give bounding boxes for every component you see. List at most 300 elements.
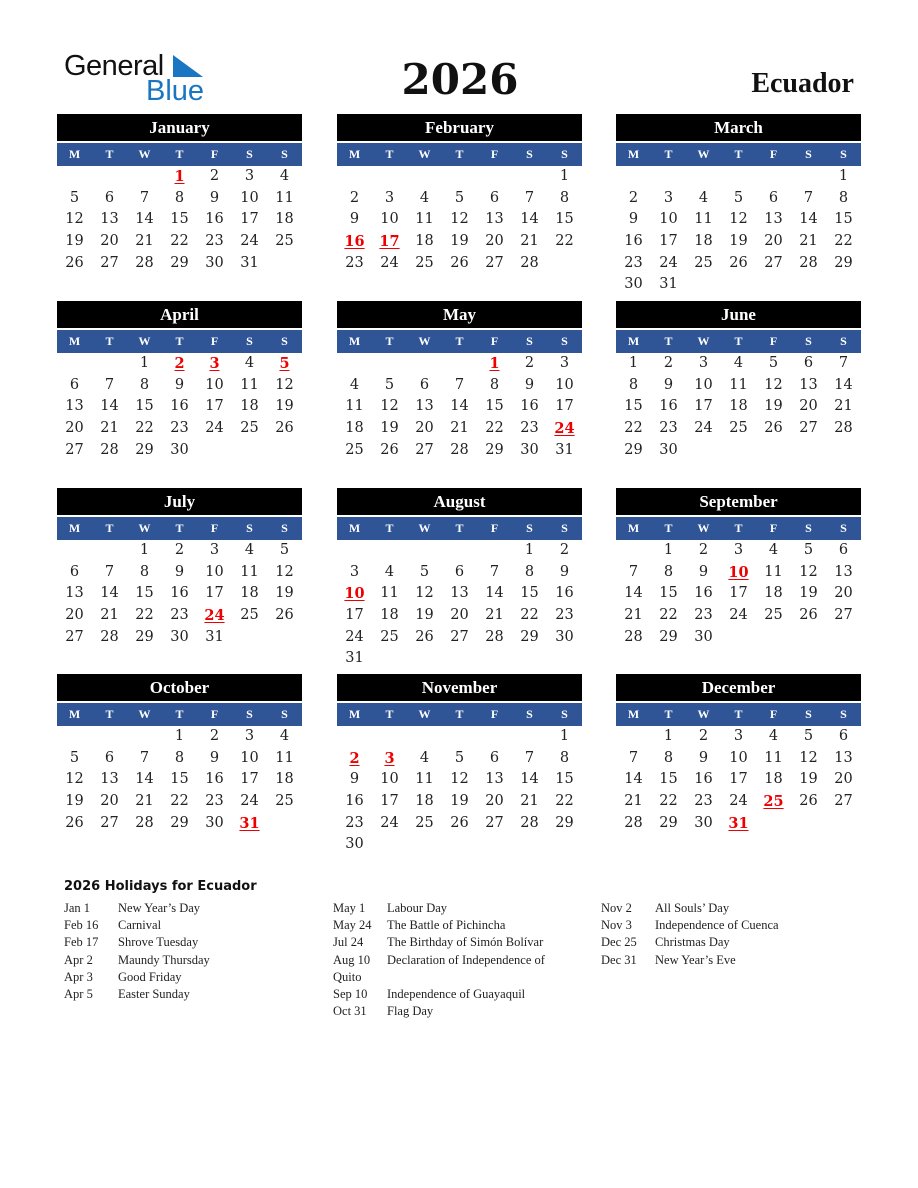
day-cell: 12 (450, 211, 469, 228)
empty-cell (57, 353, 92, 375)
day-cell: 2 (698, 542, 709, 558)
day-cell: 7 (489, 563, 500, 580)
holiday-row (333, 934, 545, 951)
month-april (57, 301, 302, 461)
day-cell: 5 (803, 728, 814, 744)
day-cell: 21 (520, 233, 539, 250)
day-cell: 1 (174, 728, 185, 744)
day-grid (616, 726, 861, 834)
day-cell: 2 (559, 542, 570, 558)
day-cell: 5 (454, 189, 465, 206)
logo-general-text: General (64, 50, 164, 82)
day-cell: 21 (135, 793, 154, 810)
day-cell: 22 (170, 793, 189, 810)
day-cell: 30 (205, 254, 224, 271)
day-cell: 8 (559, 189, 570, 206)
weekday-label: M (627, 334, 640, 348)
day-cell: 20 (485, 233, 504, 250)
day-cell: 14 (834, 376, 853, 393)
day-cell: 27 (65, 441, 84, 458)
weekday-label: F (769, 521, 778, 535)
day-cell: 22 (135, 420, 154, 437)
weekday-label: T (175, 521, 184, 535)
day-cell: 15 (170, 211, 189, 228)
day-cell: 26 (415, 628, 434, 645)
day-cell: 24 (380, 254, 399, 271)
day-cell: 16 (624, 233, 643, 250)
day-cell: 30 (555, 628, 574, 645)
weekday-label: T (105, 707, 114, 721)
day-cell: 19 (275, 585, 294, 602)
day-cell: 16 (659, 398, 678, 415)
day-cell: 23 (205, 233, 224, 250)
day-cell: 11 (275, 749, 294, 766)
day-cell: 21 (135, 233, 154, 250)
day-cell: 27 (764, 254, 783, 271)
day-cell: 18 (275, 211, 294, 228)
day-cell: 29 (170, 814, 189, 831)
weekday-label: S (281, 521, 288, 535)
day-cell: 15 (659, 585, 678, 602)
empty-cell (337, 540, 372, 562)
month-header: October (57, 674, 302, 701)
day-cell: 1 (838, 168, 849, 184)
month-march (616, 114, 861, 296)
day-cell: 3 (663, 189, 674, 206)
empty-cell (477, 726, 512, 748)
day-cell: 8 (663, 749, 674, 766)
day-cell: 14 (520, 771, 539, 788)
day-cell: 18 (345, 420, 364, 437)
day-cell: 2 (209, 728, 220, 744)
day-cell: 10 (380, 211, 399, 228)
empty-cell (57, 540, 92, 562)
day-cell: 27 (100, 814, 119, 831)
day-cell: 22 (555, 233, 574, 250)
day-cell: 25 (380, 628, 399, 645)
holiday-row (601, 900, 779, 917)
day-cell: 25 (415, 814, 434, 831)
weekday-label: T (664, 521, 673, 535)
day-cell: 13 (799, 376, 818, 393)
day-cell: 23 (555, 607, 574, 624)
month-header: January (57, 114, 302, 141)
weekday-label: T (734, 707, 743, 721)
month-february (337, 114, 582, 274)
holidays-title: 2026 Holidays for Ecuador (64, 879, 257, 894)
weekday-label: S (840, 334, 847, 348)
day-cell: 11 (380, 585, 399, 602)
day-cell: 9 (349, 771, 360, 788)
weekday-label: F (210, 521, 219, 535)
weekday-label: S (246, 707, 253, 721)
day-grid (57, 353, 302, 461)
day-cell: 21 (624, 607, 643, 624)
weekday-label: W (418, 334, 431, 348)
day-cell: 27 (100, 254, 119, 271)
weekday-label: S (561, 147, 568, 161)
weekday-label: F (210, 334, 219, 348)
day-cell: 16 (520, 398, 539, 415)
day-cell: 26 (275, 420, 294, 437)
day-cell: 28 (520, 814, 539, 831)
day-cell: 1 (663, 728, 674, 744)
day-cell: 3 (209, 542, 220, 558)
day-cell: 10 (240, 749, 259, 766)
weekday-label: S (805, 521, 812, 535)
weekday-header (337, 517, 582, 540)
empty-cell (791, 166, 826, 188)
day-cell: 28 (135, 254, 154, 271)
day-cell: 4 (244, 355, 255, 371)
holiday-name: The Battle of Pichincha (387, 918, 506, 933)
empty-cell (337, 726, 372, 748)
weekday-label: W (418, 147, 431, 161)
holiday-day: 31 (728, 814, 749, 832)
holiday-name: Good Friday (118, 969, 182, 984)
day-cell: 30 (694, 628, 713, 645)
weekday-header (57, 330, 302, 353)
month-september (616, 488, 861, 648)
weekday-label: S (281, 707, 288, 721)
day-cell: 17 (694, 398, 713, 415)
day-cell: 10 (555, 376, 574, 393)
weekday-label: M (627, 521, 640, 535)
weekday-label: W (697, 147, 710, 161)
day-cell: 25 (240, 420, 259, 437)
day-cell: 11 (764, 749, 783, 766)
day-cell: 13 (415, 398, 434, 415)
day-cell: 28 (624, 814, 643, 831)
holiday-column (601, 900, 779, 969)
holiday-day: 24 (204, 607, 225, 625)
weekday-label: T (385, 707, 394, 721)
weekday-label: M (348, 334, 361, 348)
weekday-label: T (664, 334, 673, 348)
day-cell: 7 (139, 749, 150, 766)
day-cell: 28 (100, 441, 119, 458)
day-cell: 4 (244, 542, 255, 558)
day-cell: 13 (764, 211, 783, 228)
day-cell: 21 (100, 607, 119, 624)
month-header: July (57, 488, 302, 515)
day-cell: 19 (799, 771, 818, 788)
day-cell: 17 (205, 585, 224, 602)
day-cell: 20 (100, 233, 119, 250)
weekday-label: S (246, 147, 253, 161)
weekday-label: M (627, 147, 640, 161)
day-cell: 12 (450, 771, 469, 788)
holiday-day: 10 (728, 563, 749, 581)
day-cell: 7 (838, 355, 849, 371)
holiday-day: 1 (489, 355, 500, 372)
day-cell: 8 (559, 749, 570, 766)
month-header: August (337, 488, 582, 515)
day-cell: 6 (69, 563, 80, 580)
day-cell: 28 (520, 254, 539, 271)
day-cell: 25 (275, 233, 294, 250)
holiday-name: Carnival (118, 918, 162, 933)
country-name: Ecuador (751, 68, 854, 99)
day-cell: 3 (349, 563, 360, 580)
holiday-row (333, 1003, 545, 1020)
holiday-name: Independence of Cuenca (655, 918, 779, 933)
holiday-name: All Souls’ Day (655, 901, 730, 915)
day-cell: 12 (799, 563, 818, 580)
day-grid (57, 166, 302, 274)
day-cell: 3 (244, 168, 255, 184)
day-cell: 25 (345, 441, 364, 458)
weekday-label: S (526, 707, 533, 721)
day-cell: 31 (555, 441, 574, 458)
day-grid (337, 353, 582, 461)
day-cell: 14 (624, 585, 643, 602)
day-cell: 18 (275, 771, 294, 788)
general-blue-logo (64, 50, 214, 108)
day-cell: 9 (349, 211, 360, 228)
holiday-row (333, 969, 545, 986)
day-cell: 15 (520, 585, 539, 602)
day-cell: 14 (520, 211, 539, 228)
weekday-label: T (455, 147, 464, 161)
day-cell: 8 (628, 376, 639, 393)
day-cell: 15 (135, 398, 154, 415)
day-cell: 26 (764, 420, 783, 437)
empty-cell (407, 353, 442, 375)
day-cell: 11 (275, 189, 294, 206)
day-cell: 19 (65, 233, 84, 250)
weekday-label: T (734, 334, 743, 348)
day-cell: 18 (240, 398, 259, 415)
holiday-column (64, 900, 210, 1003)
day-cell: 27 (834, 607, 853, 624)
day-cell: 8 (838, 189, 849, 206)
day-cell: 6 (768, 189, 779, 206)
day-cell: 12 (65, 211, 84, 228)
day-cell: 3 (384, 189, 395, 206)
holiday-date: Nov 2 (601, 901, 632, 915)
holiday-name: Independence of Guayaquil (387, 986, 526, 1001)
day-cell: 2 (628, 189, 639, 206)
holiday-row (601, 917, 779, 934)
day-cell: 21 (624, 793, 643, 810)
day-cell: 22 (624, 420, 643, 437)
month-header: April (57, 301, 302, 328)
weekday-label: S (805, 707, 812, 721)
weekday-label: S (526, 147, 533, 161)
day-cell: 12 (65, 771, 84, 788)
day-cell: 12 (764, 376, 783, 393)
day-cell: 16 (694, 585, 713, 602)
holiday-day: 3 (384, 749, 395, 767)
day-cell: 17 (659, 233, 678, 250)
holiday-row (64, 969, 210, 986)
empty-cell (512, 726, 547, 748)
day-cell: 9 (698, 749, 709, 766)
day-cell: 26 (65, 814, 84, 831)
logo-blue-text: Blue (146, 75, 205, 107)
holiday-name: Maundy Thursday (118, 952, 210, 967)
day-cell: 18 (415, 233, 434, 250)
day-cell: 16 (205, 771, 224, 788)
holiday-day: 2 (349, 749, 360, 767)
day-cell: 21 (520, 793, 539, 810)
holiday-date: Jan 1 (64, 901, 91, 915)
weekday-header (337, 143, 582, 166)
day-cell: 9 (174, 376, 185, 393)
day-cell: 11 (694, 211, 713, 228)
empty-cell (372, 540, 407, 562)
day-cell: 7 (803, 189, 814, 206)
day-cell: 20 (65, 420, 84, 437)
holiday-row (64, 986, 210, 1003)
day-cell: 23 (205, 793, 224, 810)
holiday-date: Apr 5 (64, 986, 93, 1001)
weekday-label: W (138, 147, 151, 161)
day-cell: 15 (555, 211, 574, 228)
weekday-header (616, 703, 861, 726)
day-cell: 28 (834, 420, 853, 437)
day-cell: 21 (834, 398, 853, 415)
day-cell: 31 (345, 650, 364, 667)
month-august (337, 488, 582, 670)
weekday-label: S (805, 147, 812, 161)
day-cell: 3 (698, 355, 709, 371)
weekday-header (616, 330, 861, 353)
empty-cell (407, 726, 442, 748)
day-cell: 25 (764, 607, 783, 624)
day-cell: 19 (65, 793, 84, 810)
day-cell: 27 (834, 793, 853, 810)
month-header: December (616, 674, 861, 701)
day-cell: 20 (415, 420, 434, 437)
day-cell: 7 (628, 749, 639, 766)
weekday-header (616, 143, 861, 166)
day-cell: 24 (240, 233, 259, 250)
day-cell: 13 (485, 771, 504, 788)
month-november (337, 674, 582, 856)
empty-cell (442, 726, 477, 748)
day-cell: 13 (65, 585, 84, 602)
day-cell: 22 (555, 793, 574, 810)
empty-cell (127, 166, 162, 188)
empty-cell (127, 726, 162, 748)
month-header: November (337, 674, 582, 701)
day-cell: 30 (520, 441, 539, 458)
weekday-label: T (664, 147, 673, 161)
day-cell: 15 (135, 585, 154, 602)
day-cell: 12 (380, 398, 399, 415)
holiday-date: Aug 10 (333, 952, 371, 967)
day-cell: 23 (624, 254, 643, 271)
day-cell: 6 (419, 376, 430, 393)
day-cell: 19 (450, 233, 469, 250)
day-cell: 26 (799, 793, 818, 810)
day-cell: 13 (100, 771, 119, 788)
day-cell: 11 (345, 398, 364, 415)
day-cell: 6 (838, 728, 849, 744)
empty-cell (92, 166, 127, 188)
month-header: February (337, 114, 582, 141)
day-cell: 10 (659, 211, 678, 228)
day-cell: 26 (450, 814, 469, 831)
weekday-label: T (734, 521, 743, 535)
day-cell: 12 (275, 376, 294, 393)
day-cell: 24 (380, 814, 399, 831)
day-cell: 20 (450, 607, 469, 624)
day-cell: 14 (624, 771, 643, 788)
weekday-label: T (175, 334, 184, 348)
day-cell: 10 (205, 563, 224, 580)
day-cell: 5 (69, 749, 80, 766)
day-cell: 4 (768, 542, 779, 558)
holiday-date: May 24 (333, 918, 372, 933)
month-january (57, 114, 302, 274)
day-cell: 28 (135, 814, 154, 831)
day-grid (337, 726, 582, 856)
day-cell: 1 (628, 355, 639, 371)
day-cell: 23 (170, 420, 189, 437)
weekday-label: M (68, 707, 81, 721)
day-cell: 8 (663, 563, 674, 580)
day-cell: 23 (170, 607, 189, 624)
empty-cell (337, 353, 372, 375)
day-cell: 19 (415, 607, 434, 624)
day-cell: 19 (729, 233, 748, 250)
day-cell: 19 (764, 398, 783, 415)
holiday-row (333, 900, 545, 917)
day-cell: 12 (799, 749, 818, 766)
holiday-day: 3 (209, 355, 220, 372)
weekday-label: M (348, 521, 361, 535)
day-cell: 6 (104, 749, 115, 766)
weekday-label: F (490, 707, 499, 721)
holiday-name: Christmas Day (655, 935, 730, 950)
day-cell: 17 (555, 398, 574, 415)
day-cell: 29 (135, 628, 154, 645)
day-cell: 28 (799, 254, 818, 271)
holiday-row (64, 900, 210, 917)
day-cell: 29 (834, 254, 853, 271)
day-cell: 18 (380, 607, 399, 624)
day-cell: 29 (520, 628, 539, 645)
weekday-label: W (697, 521, 710, 535)
day-cell: 8 (524, 563, 535, 580)
day-cell: 29 (135, 441, 154, 458)
day-cell: 11 (764, 563, 783, 580)
day-cell: 28 (485, 628, 504, 645)
day-cell: 12 (415, 585, 434, 602)
holiday-name: Flag Day (387, 1004, 434, 1019)
day-cell: 23 (520, 420, 539, 437)
weekday-label: S (246, 334, 253, 348)
day-cell: 14 (799, 211, 818, 228)
day-cell: 3 (733, 542, 744, 558)
day-cell: 19 (450, 793, 469, 810)
day-cell: 9 (628, 211, 639, 228)
day-cell: 24 (205, 420, 224, 437)
day-cell: 5 (279, 542, 290, 558)
holiday-date: Feb 16 (64, 918, 99, 933)
day-cell: 3 (733, 728, 744, 744)
weekday-header (57, 143, 302, 166)
day-cell: 30 (205, 814, 224, 831)
day-cell: 14 (135, 211, 154, 228)
month-may (337, 301, 582, 461)
weekday-label: T (455, 521, 464, 535)
holiday-name: Declaration of Independence of (387, 952, 545, 967)
day-cell: 9 (559, 563, 570, 580)
